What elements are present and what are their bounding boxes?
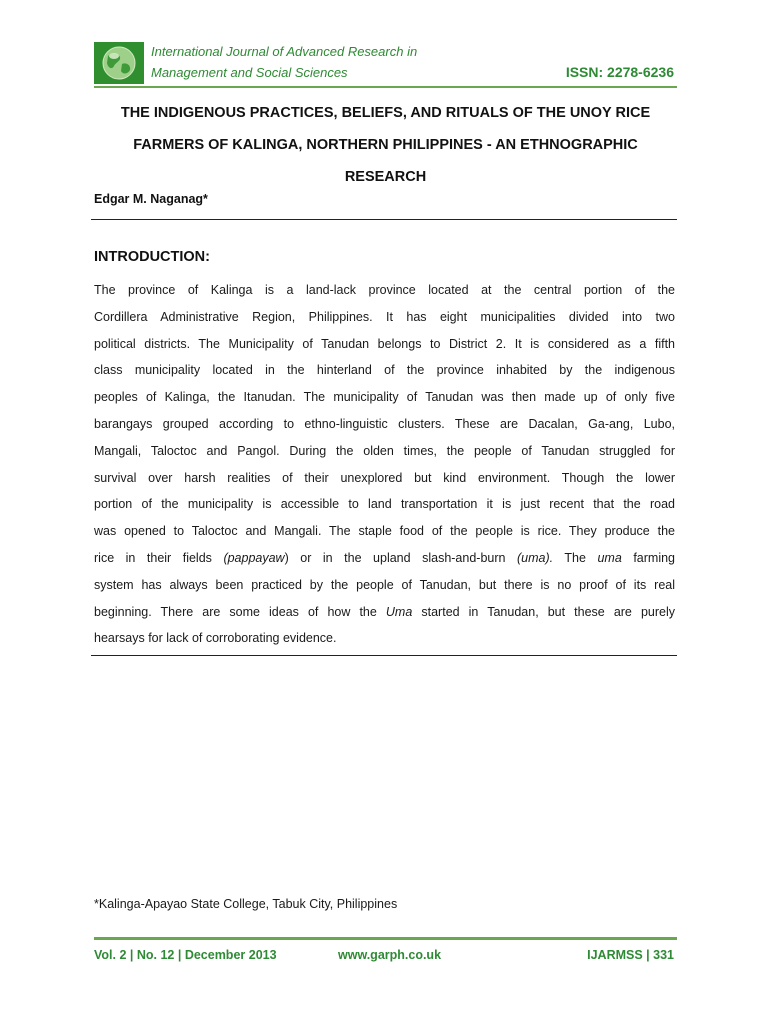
paragraph-line: survival over harsh realities of their unexplored but kind environment. Though the lower — [94, 470, 675, 485]
section-divider — [91, 655, 677, 656]
title-line: RESEARCH — [344, 169, 427, 185]
paragraph-line: was opened to Taloctoc and Mangali. The staple food of the people is rice. They produce the — [94, 524, 675, 539]
title-line: THE INDIGENOUS PRACTICES, BELIEFS, AND RITUALS OF THE UNOY RICE — [120, 105, 651, 121]
footer-divider — [94, 937, 677, 940]
paragraph-line — [94, 599, 675, 626]
issn-label: ISSN: 2278-6236 — [565, 64, 674, 80]
header-divider — [94, 86, 677, 88]
paragraph-line: barangays grouped according to ethno-linguistic clusters. These are Dacalan, Ga-ang, Lubo, — [94, 416, 675, 431]
introduction-paragraph — [94, 277, 675, 652]
paragraph-line: class municipality located in the hinterland of the province inhabited by the indigenous — [94, 363, 675, 378]
author-affiliation-footnote: *Kalinga-Apayao State College, Tabuk City, Philippines — [94, 897, 398, 911]
paragraph-line: political districts. The Municipality of Tanudan belongs to District 2. It is considered as a fifth — [94, 336, 675, 351]
paragraph-line: Cordillera Administrative Region, Philippines. It has eight municipalities divided into two — [94, 309, 675, 324]
footer-website: www.garph.co.uk — [338, 948, 442, 962]
text-run: farming — [621, 550, 676, 565]
text-run: beginning. There are some ideas of how the — [94, 604, 386, 619]
paragraph-line: hearsays for lack of corroborating evidence. — [94, 631, 337, 646]
globe-icon — [94, 42, 144, 84]
paper-title — [94, 97, 677, 193]
author-name: Edgar M. Naganag* — [94, 192, 208, 206]
footer-page-number: IJARMSS | 331 — [587, 948, 674, 962]
text-run: started in Tanudan, but these are purely — [412, 604, 675, 619]
text-run: rice in their fields — [94, 550, 224, 565]
paragraph-line: system has always been practiced by the people of Tanudan, but there is no proof of its real — [94, 577, 675, 592]
journal-name-line2: Management and Social Sciences — [151, 65, 348, 80]
journal-name-line1: International Journal of Advanced Research in — [151, 44, 418, 59]
italic-term: (uma). — [517, 550, 554, 565]
paragraph-line: portion of the municipality is accessible to land transportation it is just recent that the road — [94, 497, 675, 512]
footer-volume: Vol. 2 | No. 12 | December 2013 — [94, 948, 277, 962]
italic-term: uma — [597, 550, 622, 565]
paragraph-line — [94, 545, 675, 572]
text-run: ) or in the upland slash-and-burn — [284, 550, 517, 565]
italic-term: Uma — [385, 604, 413, 619]
title-line: FARMERS OF KALINGA, NORTHERN PHILIPPINES - AN ETHNOGRAPHIC — [133, 137, 638, 153]
paragraph-line: The province of Kalinga is a land-lack province located at the central portion of the — [94, 283, 675, 297]
italic-term: (pappayaw — [223, 550, 285, 565]
paragraph-line: peoples of Kalinga, the Itanudan. The municipality of Tanudan was then made up of only five — [94, 390, 675, 405]
paragraph-line: Mangali, Taloctoc and Pangol. During the olden times, the people of Tanudan struggled for — [94, 443, 675, 458]
section-heading: INTRODUCTION: — [94, 249, 210, 265]
text-run: The — [553, 550, 598, 565]
author-divider — [91, 219, 677, 220]
